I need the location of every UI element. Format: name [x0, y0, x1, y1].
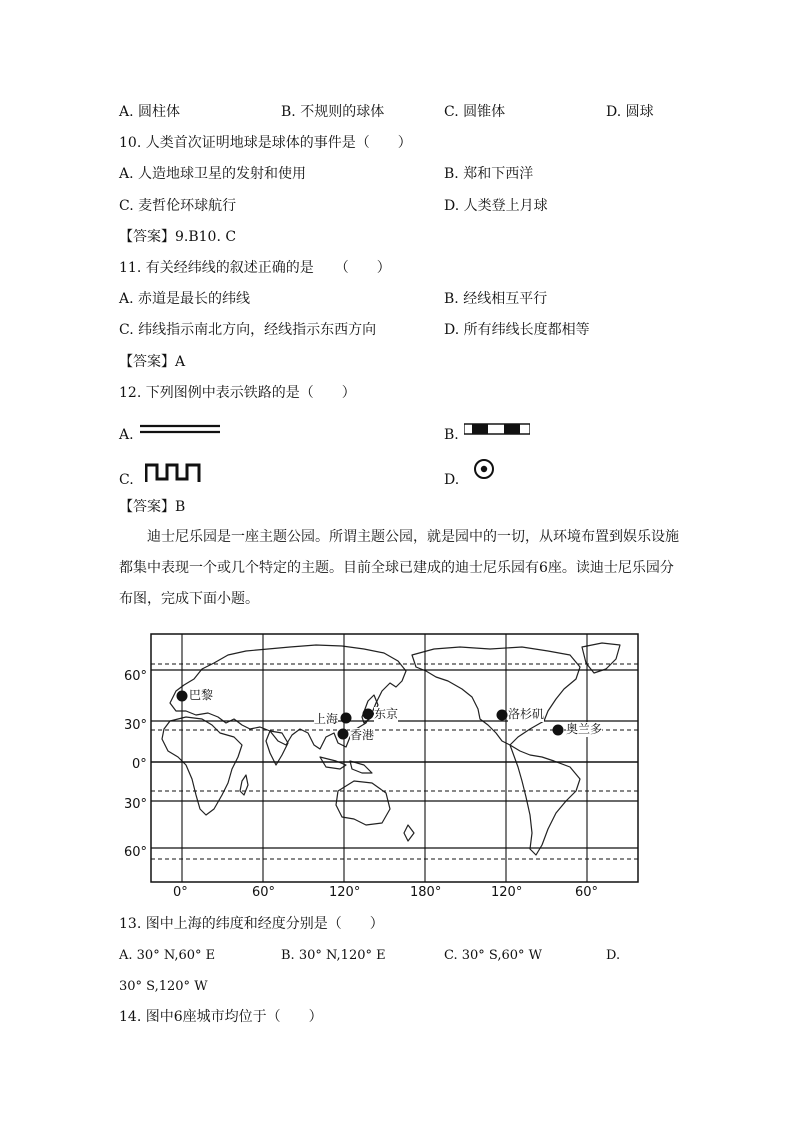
- q12-stem: 12. 下列图例中表示铁路的是（ ）: [119, 385, 356, 401]
- q11-answer: 【答案】A: [119, 354, 186, 370]
- lon-label-180: 180°: [410, 885, 442, 900]
- lat-label-60n: 60°: [124, 669, 148, 684]
- city-label-orlando: 奥兰多: [566, 722, 603, 736]
- q10-option-b: B. 郑和下西洋: [444, 166, 534, 182]
- map-frame: [151, 634, 638, 882]
- q10-option-d: D. 人类登上月球: [444, 198, 548, 214]
- shanghai-dot: [341, 713, 352, 724]
- q14-stem: 14. 图中6座城市均位于（ ）: [119, 1009, 323, 1025]
- double-line-symbol: [140, 423, 220, 435]
- q13-option-d: D.: [606, 948, 621, 963]
- q9-option-c: C. 圆锥体: [444, 104, 506, 120]
- paris-dot: [177, 691, 188, 702]
- lon-label-60w: 60°: [575, 885, 599, 900]
- lat-label-60s: 60°: [124, 845, 148, 860]
- q11-option-b: B. 经线相互平行: [444, 291, 548, 307]
- city-label-losangeles: 洛杉矶: [508, 707, 545, 721]
- q11-option-a: A. 赤道是最长的纬线: [119, 291, 251, 307]
- circle-dot-symbol: [473, 458, 495, 480]
- tokyo-dot: [363, 709, 374, 720]
- q13-option-b: B. 30° N,120° E: [281, 948, 386, 963]
- hongkong-dot: [338, 729, 349, 740]
- q12-letter-d: D.: [444, 472, 460, 488]
- q13-stem: 13. 图中上海的纬度和经度分别是（ ）: [119, 916, 384, 932]
- q9-option-d: D. 圆球: [606, 104, 654, 120]
- lon-label-120e: 120°: [329, 885, 361, 900]
- railway-symbol: [464, 423, 530, 435]
- q9-option-b: B. 不规则的球体: [281, 104, 385, 120]
- lat-label-30s: 30°: [124, 797, 148, 812]
- city-label-shanghai: 上海: [314, 712, 339, 726]
- q13-option-a: A. 30° N,60° E: [119, 948, 216, 963]
- q13-option-d-continued: 30° S,120° W: [119, 979, 208, 994]
- lon-label-60e: 60°: [252, 885, 276, 900]
- q12-letter-b: B.: [444, 427, 459, 443]
- q10-option-c: C. 麦哲伦环球航行: [119, 198, 237, 214]
- q10-stem: 10. 人类首次证明地球是球体的事件是（ ）: [119, 135, 412, 151]
- orlando-dot: [553, 725, 564, 736]
- wall-symbol: [145, 463, 201, 483]
- q12-letter-a: A.: [119, 427, 134, 443]
- q11-option-d: D. 所有纬线长度都相等: [444, 322, 590, 338]
- q12-answer: 【答案】B: [119, 499, 186, 515]
- passage-text: 迪士尼乐园是一座主题公园。所谓主题公园，就是园中的一切，从环境布置到娱乐设施都集中表现一个或几个特定的主题。目前全球已建成的迪士尼乐园有6座。读迪士尼乐园分布图，完成下面小题。: [119, 529, 679, 607]
- city-label-hongkong: 香港: [350, 728, 375, 742]
- q10-option-a: A. 人造地球卫星的发射和使用: [119, 166, 307, 182]
- losangeles-dot: [497, 710, 508, 721]
- q10-answer: 【答案】9.B10. C: [119, 229, 237, 245]
- q11-stem: 11. 有关经纬线的叙述正确的是 （ ）: [119, 260, 391, 276]
- q13-option-c: C. 30° S,60° W: [444, 948, 543, 963]
- q9-option-a: A. 圆柱体: [119, 104, 181, 120]
- city-label-tokyo: 东京: [374, 707, 399, 721]
- city-label-paris: 巴黎: [189, 688, 214, 702]
- lat-label-30n: 30°: [124, 718, 148, 733]
- lon-label-120w: 120°: [491, 885, 523, 900]
- q11-option-c: C. 纬线指示南北方向，经线指示东西方向: [119, 322, 377, 338]
- disney-distribution-map: [150, 633, 640, 885]
- q12-letter-c: C.: [119, 472, 134, 488]
- lon-label-0: 0°: [173, 885, 188, 900]
- lat-label-0: 0°: [132, 757, 147, 772]
